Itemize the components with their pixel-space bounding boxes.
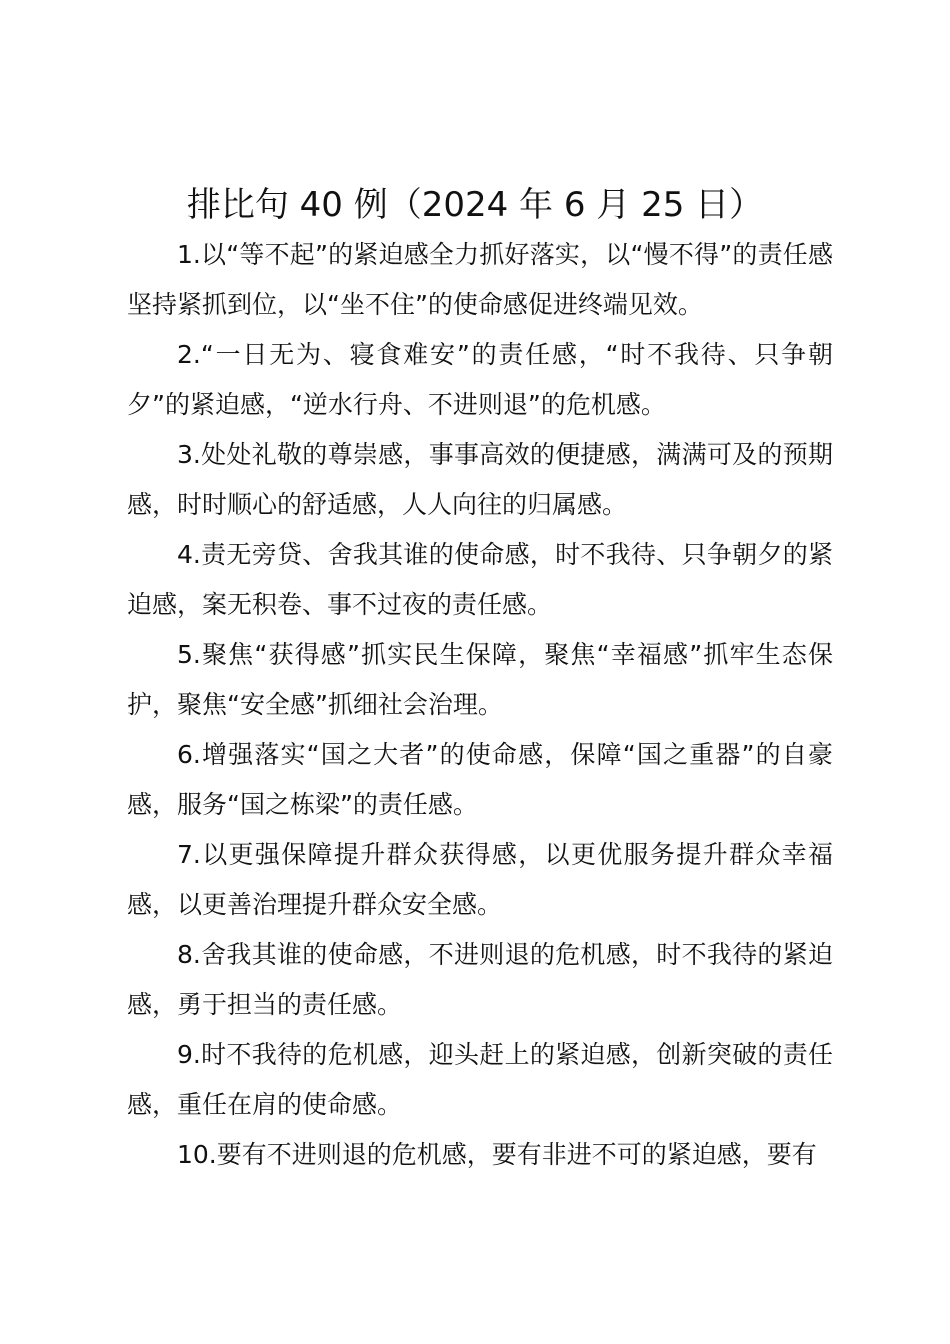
paragraph-6: 6.增强落实“国之大者”的使命感，保障“国之重器”的自豪感，服务“国之栋梁”的责任感。 [127,740,833,819]
paragraph-1: 1.以“等不起”的紧迫感全力抓好落实，以“慢不得”的责任感坚持紧抓到位，以“坐不住”的使命感促进终端见效。 [127,240,833,319]
paragraph-5: 5.聚焦“获得感”抓实民生保障，聚焦“幸福感”抓牢生态保护，聚焦“安全感”抓细社会治理。 [127,640,833,719]
paragraph-4: 4.责无旁贷、舍我其谁的使命感，时不我待、只争朝夕的紧迫感，案无积卷、事不过夜的责任感。 [127,540,833,619]
paragraph-7: 7.以更强保障提升群众获得感，以更优服务提升群众幸福感，以更善治理提升群众安全感。 [127,840,833,919]
paragraph-10: 10.要有不进则退的危机感，要有非进不可的紧迫感，要有 [177,1140,817,1169]
paragraph-9: 9.时不我待的危机感，迎头赶上的紧迫感，创新突破的责任感，重任在肩的使命感。 [127,1040,833,1119]
paragraph-3: 3.处处礼敬的尊崇感，事事高效的便捷感，满满可及的预期感，时时顺心的舒适感，人人向往的归属感。 [127,440,833,519]
paragraph-2: 2.“一日无为、寝食难安”的责任感，“时不我待、只争朝夕”的紧迫感，“逆水行舟、不进则退”的危机感。 [127,340,833,419]
paragraph-8: 8.舍我其谁的使命感，不进则退的危机感，时不我待的紧迫感，勇于担当的责任感。 [127,940,833,1019]
document-body [127,230,833,1180]
document-title: 排比句 40 例（2024 年 6 月 25 日） [186,185,764,225]
